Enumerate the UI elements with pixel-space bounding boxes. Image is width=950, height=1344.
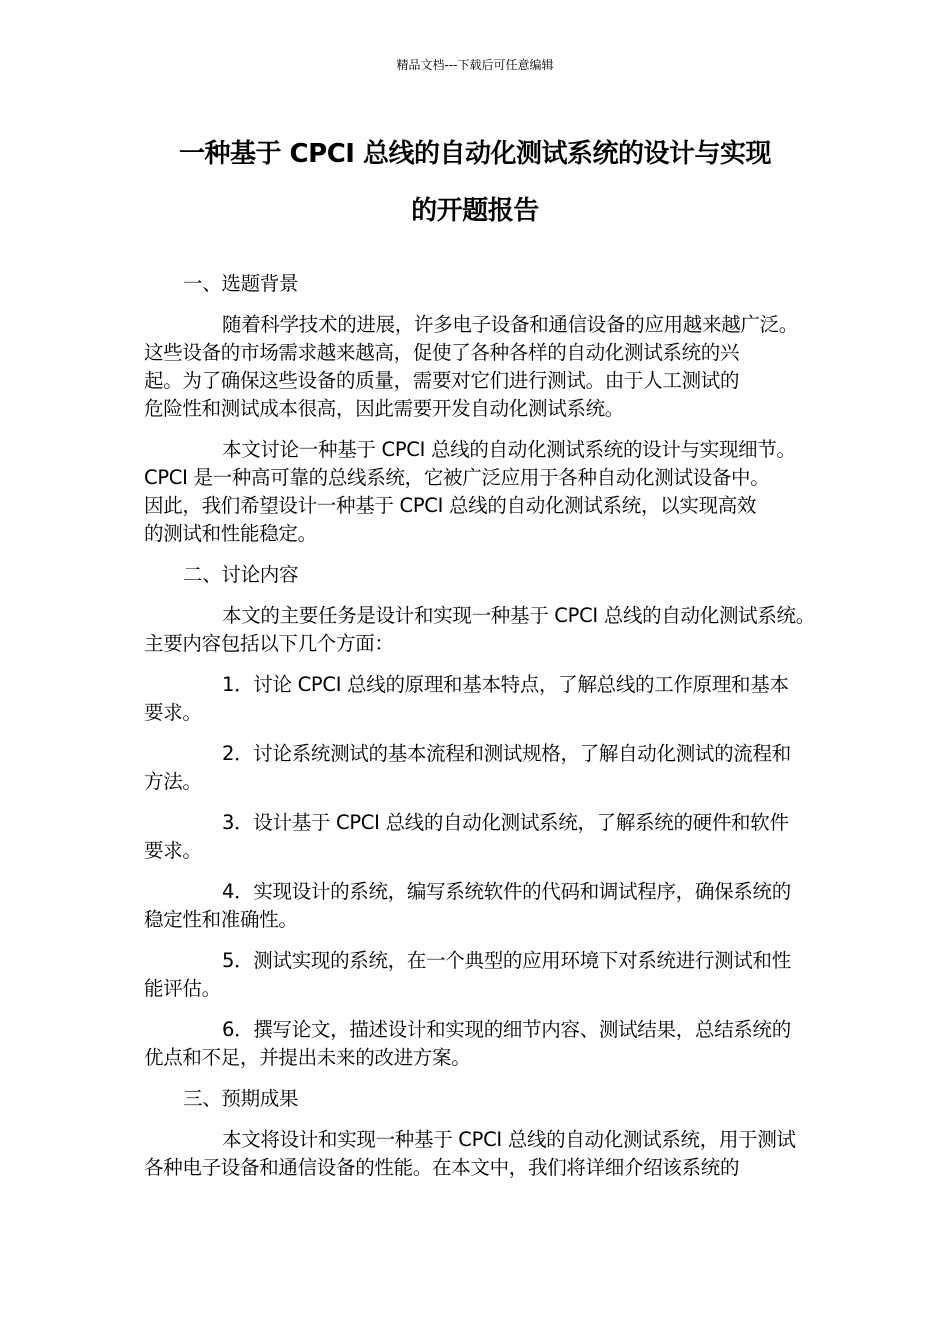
list-item: 3．设计基于 CPCI 总线的自动化测试系统，了解系统的硬件和软件 要求。	[144, 811, 789, 862]
paragraph-outcomes: 本文将设计和实现一种基于 CPCI 总线的自动化测试系统，用于测试 各种电子设备和通信设备的性能。在本文中，我们将详细介绍该系统的	[144, 1128, 796, 1179]
list-item: 4．实现设计的系统，编写系统软件的代码和调试程序，确保系统的 稳定性和准确性。	[144, 880, 791, 931]
list-item: 2．讨论系统测试的基本流程和测试规格，了解自动化测试的流程和 方法。	[144, 742, 791, 793]
list-item: 6．撰写论文，描述设计和实现的细节内容、测试结果，总结系统的 优点和不足，并提出未来的改进方案。	[144, 1018, 791, 1069]
header-note: 精品文档---下载后可任意编辑	[396, 58, 554, 72]
paragraph-cpci-intro: 本文讨论一种基于 CPCI 总线的自动化测试系统的设计与实现细节。 CPCI 是一种高可靠的总线系统，它被广泛应用于各种自动化测试设备中。 因此，我们希望设计一种基于 CPCI 总线的自动化测试系统，以实现高效 的测试和性能稳定。	[144, 438, 796, 545]
section-heading-outcomes: 三、预期成果	[183, 1087, 299, 1110]
paragraph-background: 随着科学技术的进展，许多电子设备和通信设备的应用越来越广泛。 这些设备的市场需求越来越高，促使了各种各样的自动化测试系统的兴 起。为了确保这些设备的质量，需要对它们进行测试。由于人工测试的 危险性和测试成本很高，因此需要开发自动化测试系统。	[144, 313, 799, 420]
section-heading-content: 二、讨论内容	[183, 563, 299, 586]
list-item: 5．测试实现的系统，在一个典型的应用环境下对系统进行测试和性 能评估。	[144, 949, 791, 1000]
section-heading-background: 一、选题背景	[183, 272, 299, 295]
title-line-1: 一种基于 CPCI 总线的自动化测试系统的设计与实现	[179, 139, 771, 169]
paragraph-main-tasks: 本文的主要任务是设计和实现一种基于 CPCI 总线的自动化测试系统。 主要内容包括以下几个方面：	[144, 604, 815, 655]
list-item: 1．讨论 CPCI 总线的原理和基本特点，了解总线的工作原理和基本 要求。	[144, 673, 789, 724]
document-body	[144, 270, 815, 1195]
title-line-2: 的开题报告	[411, 196, 539, 226]
